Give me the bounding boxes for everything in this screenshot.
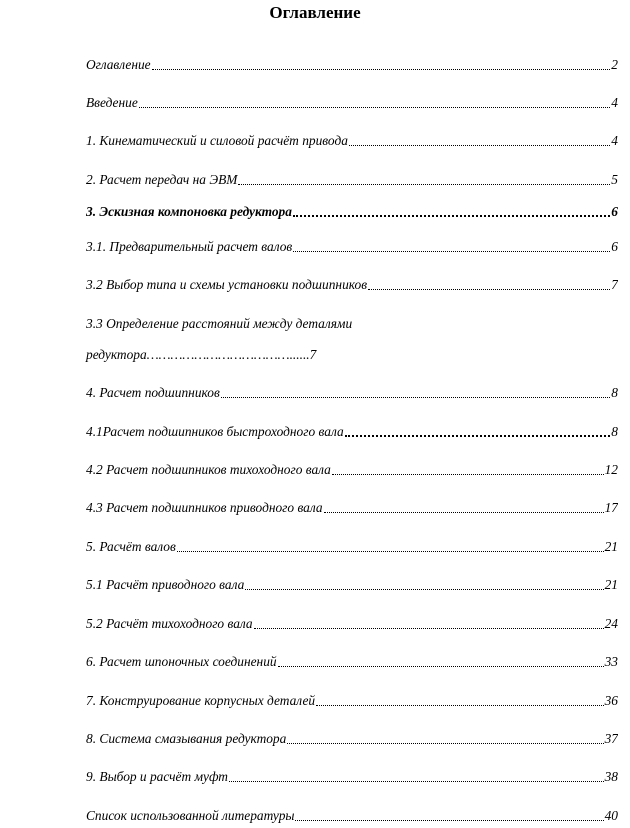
toc-entry-5-1[interactable]: [86, 577, 618, 593]
dot-leader: [293, 250, 610, 252]
toc-entry-text: 2. Расчет передач на ЭВМ: [86, 172, 238, 187]
toc-entry-introduction[interactable]: [86, 95, 618, 111]
toc-entry-text: 5.1 Расчёт приводного вала: [86, 577, 245, 592]
toc-entry-references[interactable]: [86, 808, 618, 824]
toc-entry-page: 4: [611, 95, 618, 110]
toc-entry-page: 37: [604, 731, 618, 746]
toc-entry-page: 40: [604, 808, 618, 823]
dot-leader: [324, 511, 604, 513]
toc-entry-page: 6: [611, 239, 618, 254]
toc-entry-text: 3.2 Выбор типа и схемы установки подшипников: [86, 277, 368, 292]
toc-entry-page: 4: [611, 133, 618, 148]
toc-entry-text: Введение: [86, 95, 138, 110]
toc-entry-page: 17: [604, 500, 618, 515]
toc-entry-text: 3.1. Предварительный расчет валов: [86, 239, 293, 254]
dot-leader: [349, 144, 610, 146]
dot-leader: [332, 473, 604, 475]
toc-entry-3-1[interactable]: [86, 239, 618, 255]
dot-leader: [295, 819, 603, 821]
toc-entry-text: Оглавление: [86, 57, 151, 72]
toc-entry-page: 7: [611, 277, 618, 292]
toc-entry-page: 33: [604, 654, 618, 669]
toc-entry-page: 2: [611, 57, 618, 72]
toc-entry-4-2[interactable]: [86, 462, 618, 478]
dot-leader: [229, 780, 604, 782]
toc-entry-text: 4.1Расчет подшипников быстроходного вала: [86, 424, 344, 439]
toc-entry-page: 12: [604, 462, 618, 477]
toc-entry-page: 5: [611, 172, 618, 187]
toc-entry-page: 38: [604, 769, 618, 784]
dot-leader: [139, 106, 611, 108]
toc-entry-text: 9. Выбор и расчёт муфт: [86, 769, 228, 784]
toc-entry-text: 5.2 Расчёт тихоходного вала: [86, 616, 253, 631]
dot-leader: [245, 588, 603, 590]
toc-entry-text: 8. Система смазывания редуктора: [86, 731, 287, 746]
dot-leader: [316, 704, 604, 706]
toc-entry-text: Список использованной литературы: [86, 808, 295, 823]
dot-leader: [177, 550, 604, 552]
dot-leader: [238, 183, 610, 185]
toc-entry-contents[interactable]: [86, 57, 618, 73]
toc-entry-page: 24: [604, 616, 618, 631]
dot-leader: [278, 665, 604, 667]
toc-entry-text: 4.2 Расчет подшипников тихоходного вала: [86, 462, 331, 477]
toc-entry-7[interactable]: [86, 693, 618, 709]
toc-entry-5-2[interactable]: [86, 616, 618, 632]
toc-entry-text: 7. Конструирование корпусных деталей: [86, 693, 316, 708]
toc-entry-page: 8: [611, 424, 618, 439]
dot-leader: [152, 68, 611, 70]
toc-entry-page: 8: [611, 385, 618, 400]
dot-leader: [345, 434, 611, 437]
toc-entry-3-3-line2[interactable]: редуктора………………………………......7: [86, 347, 317, 362]
toc-entry-text: 6. Расчет шпоночных соединений: [86, 654, 277, 669]
page-title: Оглавление: [269, 3, 361, 22]
dot-leader: [221, 396, 611, 398]
toc-entry-text: 5. Расчёт валов: [86, 539, 176, 554]
toc-entry-page: 21: [604, 539, 618, 554]
toc-entry-3[interactable]: [86, 204, 618, 220]
toc-entry-text: 3. Эскизная компоновка редуктора: [86, 204, 292, 219]
toc-entry-3-3-line1[interactable]: 3.3 Определение расстояний между деталями: [86, 316, 353, 331]
dot-leader: [293, 214, 610, 217]
toc-entry-page: 36: [604, 693, 618, 708]
toc-entry-1[interactable]: [86, 133, 618, 149]
toc-entry-8[interactable]: [86, 731, 618, 747]
toc-entry-text: 4. Расчет подшипников: [86, 385, 220, 400]
toc-entry-text: 1. Кинематический и силовой расчёт привода: [86, 133, 348, 148]
dot-leader: [254, 627, 604, 629]
toc-entry-5[interactable]: [86, 539, 618, 555]
toc-entry-2[interactable]: [86, 172, 618, 188]
dot-leader: [287, 742, 603, 744]
toc-entry-9[interactable]: [86, 769, 618, 785]
toc-entry-6[interactable]: [86, 654, 618, 670]
toc-entry-4-3[interactable]: [86, 500, 618, 516]
toc-entry-4-1[interactable]: [86, 424, 618, 440]
toc-entry-4[interactable]: [86, 385, 618, 401]
toc-entry-page: 6: [611, 204, 618, 219]
toc-entry-text: 4.3 Расчет подшипников приводного вала: [86, 500, 323, 515]
dot-leader: [368, 288, 610, 290]
toc-entry-3-2[interactable]: [86, 277, 618, 293]
toc-entry-page: 21: [604, 577, 618, 592]
